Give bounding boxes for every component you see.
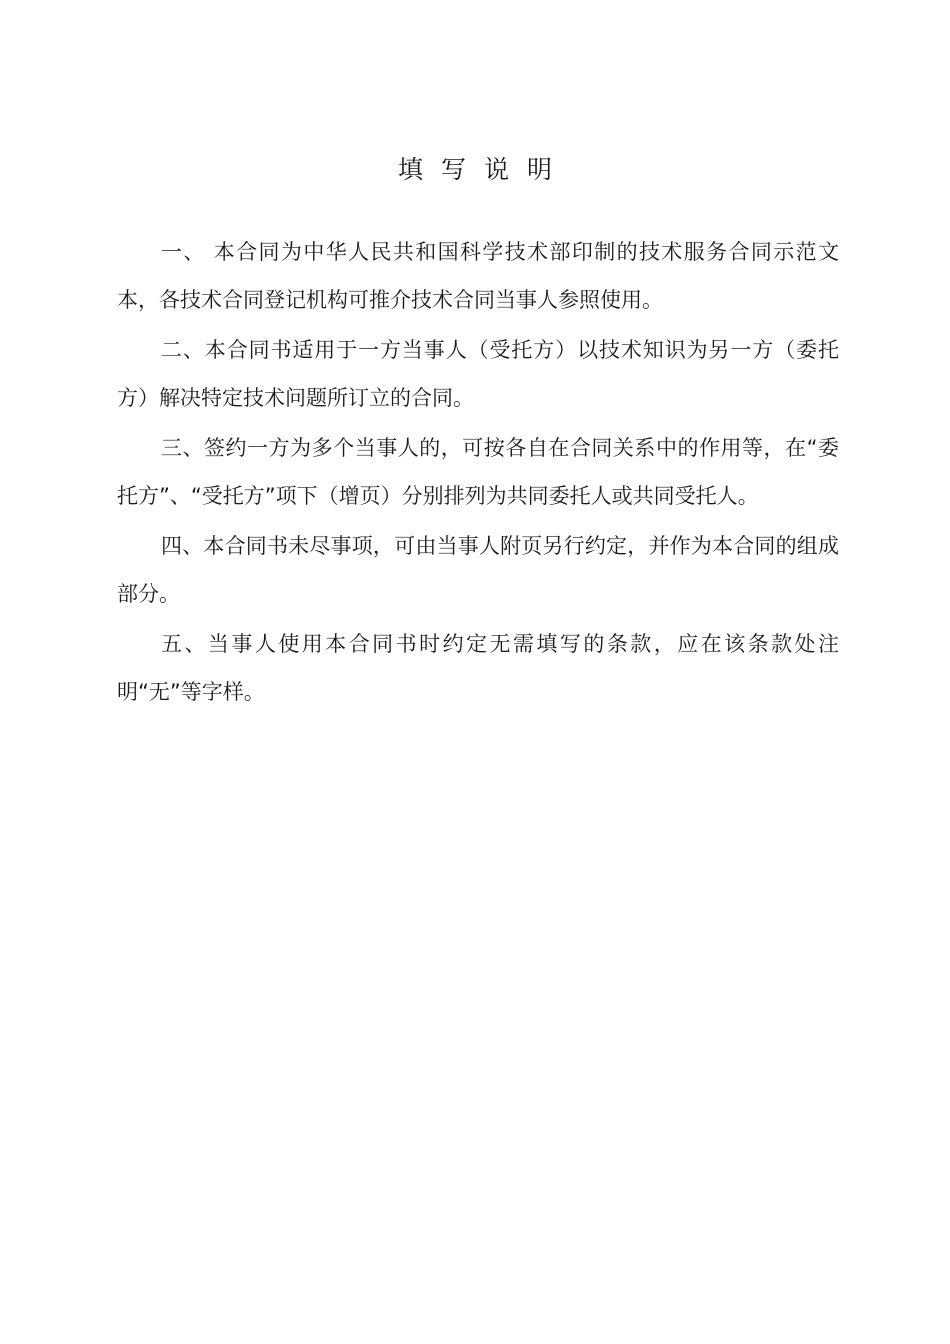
instruction-paragraph-4: 四、本合同书未尽事项，可由当事人附页另行约定，并作为本合同的组成部分。 [117, 534, 839, 606]
instruction-paragraph-3: 三、签约一方为多个当事人的，可按各自在合同关系中的作用等，在“委托方”、“受托方”项下（增页）分别排列为共同委托人或共同受托人。 [117, 436, 839, 508]
instruction-paragraph-2: 二、本合同书适用于一方当事人（受托方）以技术知识为另一方（委托方）解决特定技术问题所订立的合同。 [117, 338, 839, 410]
instructions-body [117, 228, 839, 716]
instruction-paragraph-5: 五、当事人使用本合同书时约定无需填写的条款，应在该条款处注明“无”等字样。 [117, 632, 839, 704]
instruction-paragraph-1: 一、 本合同为中华人民共和国科学技术部印制的技术服务合同示范文本，各技术合同登记机构可推介技术合同当事人参照使用。 [117, 240, 839, 312]
document-title: 填写说明 [397, 155, 570, 184]
